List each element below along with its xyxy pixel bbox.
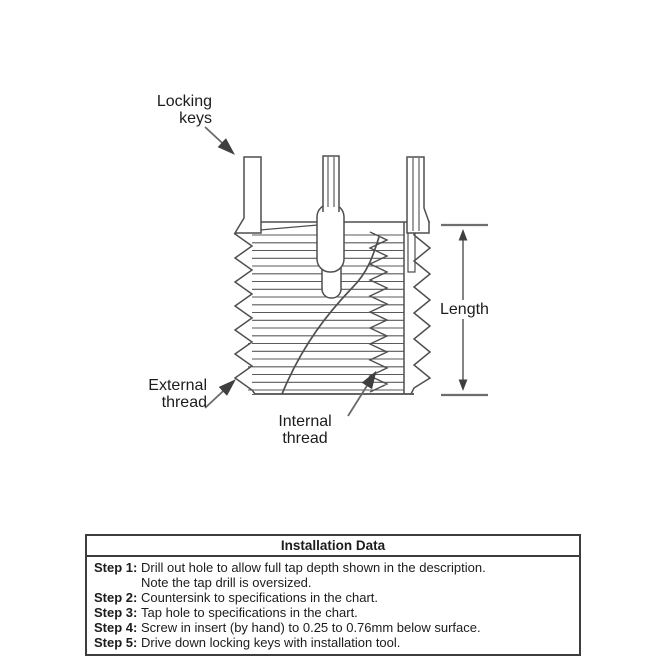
length-arrow-up-head [459,229,468,241]
table-row [94,560,575,575]
step-label: Step 3: [94,605,138,620]
label-length: Length [437,300,492,319]
step-text: Tap hole to specifications in the chart. [141,605,358,620]
step-label: Step 4: [94,620,138,635]
label-internal-thread: Internal thread [278,413,332,447]
table-row [94,605,575,620]
step-text: Note the tap drill is oversized. [141,575,312,590]
installation-data-table [85,534,581,656]
step-label: Step 5: [94,635,138,650]
table-row [94,590,575,605]
step-label: Step 2: [94,590,138,605]
locking-key-left [235,157,261,233]
table-body [87,557,579,654]
table-row [94,635,575,650]
label-external-thread: External thread [148,377,207,411]
table-row [94,620,575,635]
step-label-empty [94,575,141,590]
table-title: Installation Data [87,536,579,557]
leader-arrow-locking-keys [205,127,233,153]
locking-key-center [317,156,344,298]
step-label: Step 1: [94,560,138,575]
label-locking-keys: Locking keys [156,93,212,127]
table-row [94,575,575,590]
step-text: Drill out hole to allow full tap depth shown in the description. [141,560,486,575]
leader-arrow-external-thread [205,381,234,408]
length-arrow-down-head [459,380,468,392]
step-text: Countersink to specifications in the chart. [141,590,379,605]
step-text: Drive down locking keys with installation tool. [141,635,401,650]
step-text: Screw in insert (by hand) to 0.25 to 0.76mm below surface. [141,620,481,635]
